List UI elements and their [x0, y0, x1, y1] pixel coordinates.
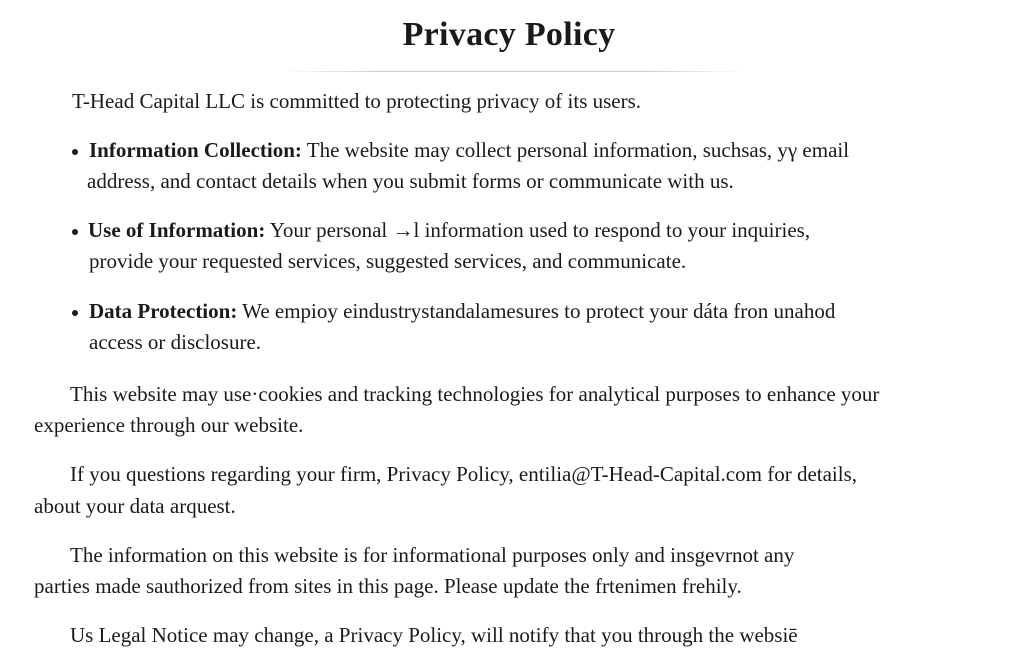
cookies-paragraph-continued: experience through our website.	[34, 413, 304, 437]
bullet-marker	[72, 310, 78, 316]
disclaimer-paragraph: The information on this website is for informational purposes only and insgevrnot any	[70, 543, 795, 567]
bullet-text-continued: provide your requested services, suggested services, and communicate.	[89, 249, 687, 273]
legal-notice-paragraph: Us Legal Notice may change, a Privacy Policy, will notify that you through the websiē	[70, 623, 798, 647]
bullet-text: Your personal →l information used to respond to your inquiries,	[265, 218, 811, 242]
bullet-information-collection	[89, 137, 849, 163]
bullet-data-protection	[89, 298, 835, 324]
intro-text: T-Head Capital LLC is committed to protecting privacy of its users.	[72, 89, 642, 113]
bullet-heading: Information Collection:	[89, 138, 302, 162]
bullet-marker	[72, 149, 78, 155]
contact-paragraph-continued: about your data arquest.	[34, 494, 236, 518]
title-divider	[282, 71, 744, 72]
bullet-use-of-information	[88, 217, 810, 243]
bullet-text: The website may collect personal information, suchsas, yγ email	[301, 138, 850, 162]
bullet-text: We empioy eindustrystandalamesures to protect your dáta fron unahod	[237, 299, 836, 323]
bullet-heading: Data Protection:	[89, 299, 238, 323]
contact-paragraph: If you questions regarding your firm, Privacy Policy, entilia@T-Head-Capital.com for details,	[70, 462, 858, 486]
cookies-paragraph: This website may use·cookies and tracking technologies for analytical purposes to enhance your	[70, 382, 880, 406]
bullet-marker	[72, 229, 78, 235]
bullet-heading: Use of Information:	[88, 218, 266, 242]
disclaimer-paragraph-continued: parties made sauthorized from sites in this page. Please update the frtenimen frehily.	[34, 574, 742, 598]
bullet-text-continued: access or disclosure.	[89, 330, 262, 354]
page-title: Privacy Policy	[402, 16, 616, 53]
bullet-text-continued: address, and contact details when you submit forms or communicate with us.	[87, 169, 734, 193]
